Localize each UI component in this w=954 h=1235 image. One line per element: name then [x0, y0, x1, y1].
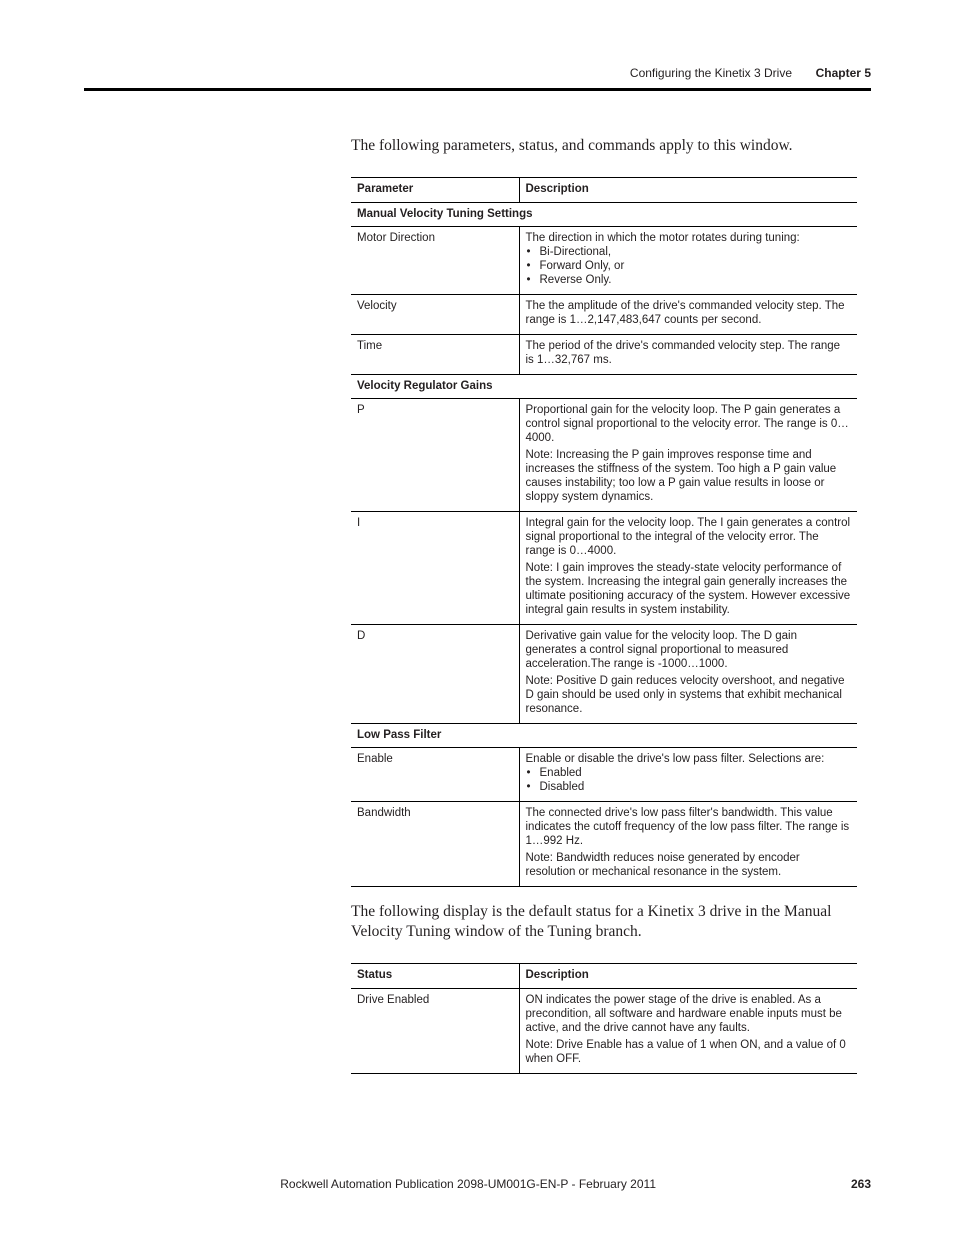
running-header-chapter: Chapter 5	[815, 66, 871, 80]
row-label: Drive Enabled	[351, 989, 519, 1074]
row-description	[519, 802, 857, 887]
section-heading: Manual Velocity Tuning Settings	[351, 203, 857, 227]
description-text: Note: Drive Enable has a value of 1 when ON, and a value of 0 when OFF.	[525, 1039, 846, 1065]
row-description	[519, 625, 857, 724]
header-rule	[84, 88, 871, 91]
row-description	[519, 335, 857, 375]
description-text: Note: Bandwidth reduces noise generated by encoder resolution or mechanical resonance in the system.	[525, 852, 800, 878]
bullet-list	[526, 245, 852, 287]
row-label: P	[351, 399, 519, 512]
bullet-list	[526, 766, 852, 794]
description-text: ON indicates the power stage of the drive is enabled. As a precondition, all software and hardware enable inputs must be active, and the drive cannot have any faults.	[525, 994, 842, 1034]
row-description	[519, 748, 857, 802]
bullet-item: • Reverse Only.	[526, 273, 852, 287]
description-text: The period of the drive's commanded velocity step. The range is 1…32,767 ms.	[525, 340, 841, 366]
description-text: Note: I gain improves the steady-state velocity performance of the system. Increasing the integral gain generally increases the ultimate positioning accuracy of the system. However excessive integral gain results in system instability.	[525, 562, 851, 616]
table-row	[351, 802, 857, 887]
table-header-row	[351, 964, 857, 989]
bullet-item: • Bi-Directional,	[526, 245, 852, 259]
description-text: The connected drive's low pass filter's bandwidth. This value indicates the cutoff frequency of the low pass filter. The range is 1…992 Hz.	[525, 807, 850, 847]
description-text: Note: Positive D gain reduces velocity overshoot, and negative D gain should be used only in systems that exhibit mechanical resonance.	[525, 675, 845, 715]
row-label: Time	[351, 335, 519, 375]
table-row	[351, 989, 857, 1074]
row-description	[519, 295, 857, 335]
section-row	[351, 375, 857, 399]
description-text: The direction in which the motor rotates during tuning:	[525, 232, 800, 244]
row-description	[519, 512, 857, 625]
table-row	[351, 295, 857, 335]
section-heading: Velocity Regulator Gains	[351, 375, 857, 399]
row-description	[519, 227, 857, 295]
table-row	[351, 512, 857, 625]
row-description	[519, 399, 857, 512]
column-header-parameter: Parameter	[351, 178, 519, 203]
section-row	[351, 724, 857, 748]
row-label: Enable	[351, 748, 519, 802]
table-row	[351, 227, 857, 295]
description-text: Proportional gain for the velocity loop. The P gain generates a control signal proportional to the velocity error. The range is 0…4000.	[525, 404, 849, 444]
parameter-table	[351, 177, 857, 887]
row-label: I	[351, 512, 519, 625]
bullet-item: • Enabled	[526, 766, 852, 780]
table-row	[351, 625, 857, 724]
footer-publication: Rockwell Automation Publication 2098-UM001G-EN-P - February 2011	[280, 1177, 656, 1191]
description-text: The the amplitude of the drive's commanded velocity step. The range is 1…2,147,483,647 counts per second.	[525, 300, 845, 326]
description-text: Note: Increasing the P gain improves response time and increases the stiffness of the system. Too high a P gain value causes instability; too low a P gain value results in loose or sloppy system dynamics.	[525, 449, 837, 503]
row-label: Motor Direction	[351, 227, 519, 295]
running-header-title: Configuring the Kinetix 3 Drive	[629, 66, 792, 80]
section-heading: Low Pass Filter	[351, 724, 857, 748]
section-row	[351, 203, 857, 227]
page-number: 263	[850, 1177, 871, 1191]
bullet-item: • Disabled	[526, 780, 852, 794]
intro-paragraph: The following parameters, status, and commands apply to this window.	[351, 137, 793, 154]
description-text: Integral gain for the velocity loop. The I gain generates a control signal proportional to the integral of the velocity error. The range is 0…4000.	[525, 517, 851, 557]
column-header-status: Status	[351, 964, 519, 989]
table-row	[351, 335, 857, 375]
table-row	[351, 399, 857, 512]
status-table	[351, 963, 857, 1074]
description-text: Enable or disable the drive's low pass filter. Selections are:	[525, 753, 825, 765]
row-description	[519, 989, 857, 1074]
column-header-description: Description	[519, 178, 857, 203]
description-text: Derivative gain value for the velocity loop. The D gain generates a control signal proportional to measured acceleration.The range is -1000…1000.	[525, 630, 797, 670]
row-label: Velocity	[351, 295, 519, 335]
status-intro-paragraph: The following display is the default status for a Kinetix 3 drive in the Manual Velocity Tuning window of the Tuning branch.	[351, 903, 832, 940]
bullet-item: • Forward Only, or	[526, 259, 852, 273]
row-label: D	[351, 625, 519, 724]
table-header-row	[351, 178, 857, 203]
row-label: Bandwidth	[351, 802, 519, 887]
column-header-description: Description	[519, 964, 857, 989]
table-row	[351, 748, 857, 802]
